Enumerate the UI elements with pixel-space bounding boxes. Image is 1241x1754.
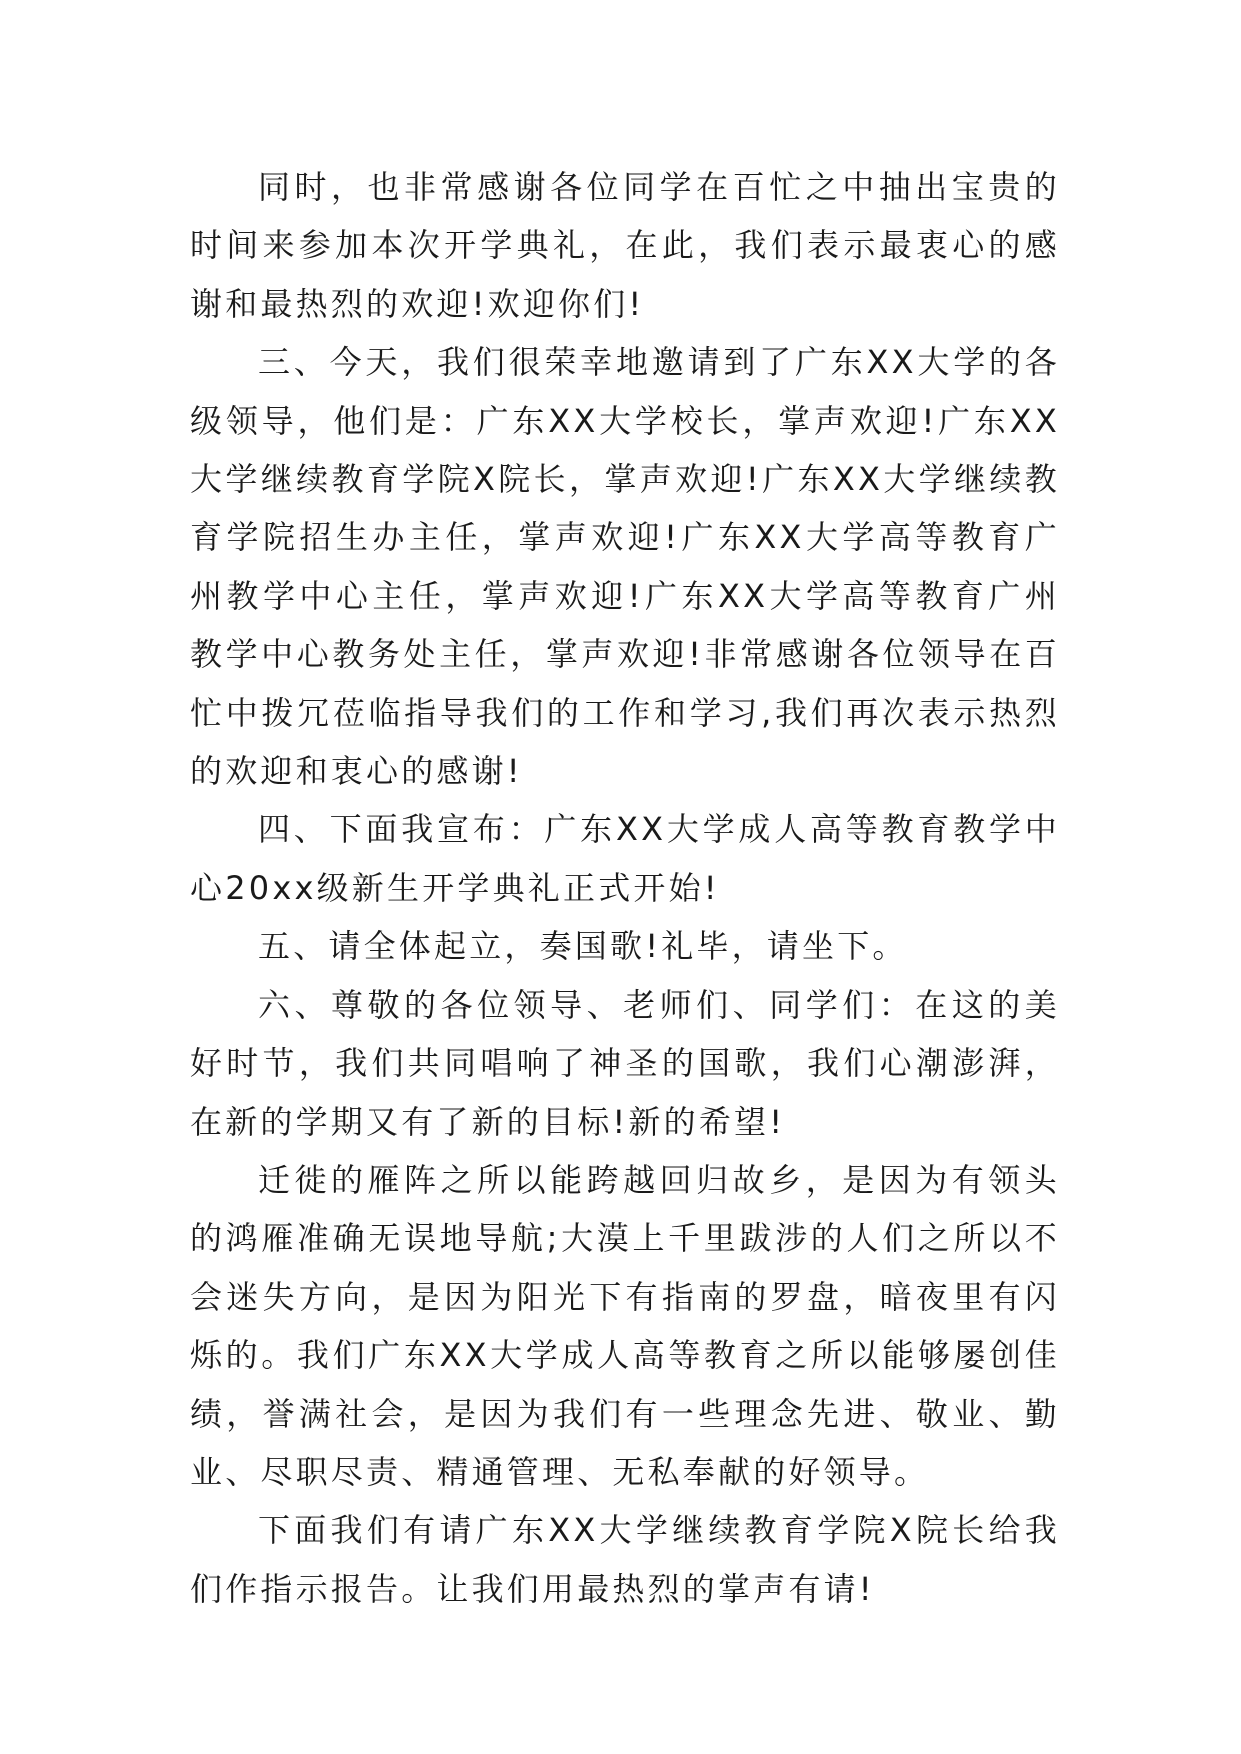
paragraph-anthem: 五、请全体起立，奏国歌!礼毕，请坐下。: [258, 927, 908, 966]
paragraph-invitation: 下面我们有请广东XX大学继续教育学院X院长给我们作指示报告。让我们用最热烈的掌声有请!: [190, 1511, 1060, 1608]
paragraph-thanks: 同时，也非常感谢各位同学在百忙之中抽出宝贵的时间来参加本次开学典礼，在此，我们表示最衷心的感谢和最热烈的欢迎!欢迎你们!: [190, 168, 1060, 323]
paragraph-leaders: 三、今天，我们很荣幸地邀请到了广东XX大学的各级领导，他们是：广东XX大学校长，掌声欢迎!广东XX大学继续教育学院X院长，掌声欢迎!广东XX大学继续教育学院招生办主任，掌声欢迎!广东XX大学高等教育广州教学中心主任，掌声欢迎!广东XX大学高等教育广州教学中心教务处主任，掌声欢迎!非常感谢各位领导在百忙中拨冗莅临指导我们的工作和学习,我们再次表示热烈的欢迎和衷心的感谢!: [190, 343, 1060, 791]
paragraph-geese: 迁徙的雁阵之所以能跨越回归故乡，是因为有领头的鸿雁准确无误地导航;大漠上千里跋涉的人们之所以不会迷失方向，是因为阳光下有指南的罗盘，暗夜里有闪烁的。我们广东XX大学成人高等教育之所以能够屡创佳绩，誉满社会，是因为我们有一些理念先进、敬业、勤业、尽职尽责、精通管理、无私奉献的好领导。: [190, 1160, 1060, 1491]
paragraph-greeting: 六、尊敬的各位领导、老师们、同学们：在这的美好时节，我们共同唱响了神圣的国歌，我们心潮澎湃，在新的学期又有了新的目标!新的希望!: [190, 985, 1060, 1141]
paragraph-announcement: 四、下面我宣布：广东XX大学成人高等教育教学中心20xx级新生开学典礼正式开始!: [190, 810, 1060, 907]
document-body: [190, 158, 1060, 1618]
